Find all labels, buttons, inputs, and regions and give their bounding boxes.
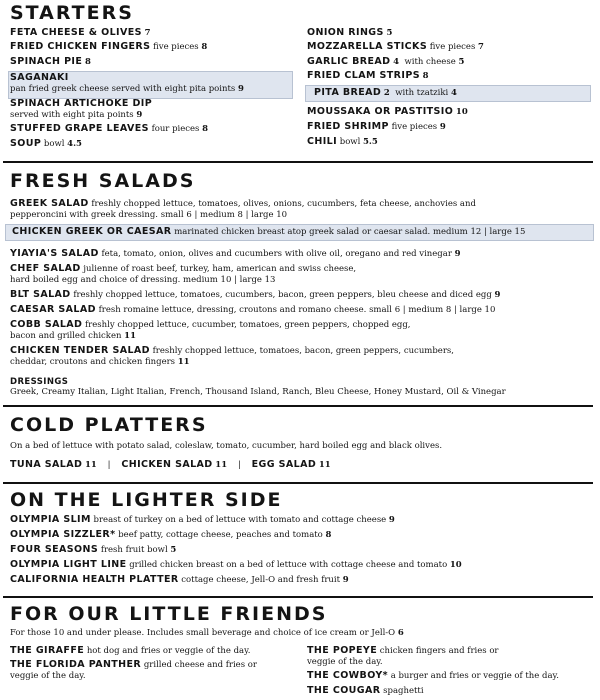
menu-item: THE FLORIDA PANTHER grilled cheese and fries or (10, 659, 257, 670)
kids-title: FOR OUR LITTLE FRIENDS (10, 603, 328, 625)
menu-item: FRIED SHRIMP five pieces 9 (307, 121, 446, 132)
menu-item: SPINACH PIE 8 (10, 56, 91, 67)
menu-item: MOUSSAKA OR PASTITSIO 10 (307, 106, 468, 117)
menu-item: CAESAR SALAD fresh romaine lettuce, dressing, croutons and romano cheese. small 6 | medium 8 | large 10 (10, 304, 496, 315)
menu-item: CALIFORNIA HEALTH PLATTER cottage cheese, Jell-O and fresh fruit 9 (10, 574, 349, 585)
menu-item: YIAYIA'S SALAD feta, tomato, onion, olives and cucumbers with olive oil, oregano and red vinegar 9 (10, 248, 461, 259)
menu-item: FRIED CHICKEN FINGERS five pieces 8 (10, 41, 208, 52)
menu-item: THE COWBOY* a burger and fries or veggie of the day. (307, 670, 559, 681)
menu-item: SOUP bowl 4.5 (10, 138, 82, 149)
menu-item: STUFFED GRAPE LEAVES four pieces 8 (10, 123, 209, 134)
menu-item: THE POPEYE chicken fingers and fries or (307, 645, 499, 656)
cold-desc: On a bed of lettuce with potato salad, coleslaw, tomato, cucumber, hard boiled egg and black olives. (10, 441, 443, 451)
salads-title: FRESH SALADS (10, 170, 196, 192)
menu-item-desc: cheddar, croutons and chicken fingers 11 (10, 357, 190, 367)
starters-title: STARTERS (10, 2, 134, 24)
kids-desc: For those 10 and under please. Includes small beverage and choice of ice cream or Jell-O 6 (10, 628, 404, 638)
menu-item: FOUR SEASONS fresh fruit bowl 5 (10, 544, 177, 555)
cold-title: COLD PLATTERS (10, 414, 208, 436)
dressings-list: Greek, Creamy Italian, Light Italian, French, Thousand Island, Ranch, Bleu Cheese, Honey Mustard, Oil & Vinegar (10, 387, 506, 397)
dressings-title: DRESSINGS (10, 377, 69, 387)
section-divider (3, 596, 593, 598)
menu-item: BLT SALAD freshly chopped lettuce, tomatoes, cucumbers, bacon, green peppers, bleu cheese and diced egg 9 (10, 289, 501, 300)
menu-item: FETA CHEESE & OLIVES 7 (10, 27, 151, 38)
section-divider (3, 405, 593, 407)
menu-item: MOZZARELLA STICKS five pieces 7 (307, 41, 484, 52)
menu-item: ONION RINGS 5 (307, 27, 393, 38)
menu-item: CHICKEN GREEK OR CAESAR marinated chicken breast atop greek salad or caesar salad. medium 12 | large 15 (12, 226, 526, 237)
menu-item-desc: pan fried greek cheese served with eight pita points 9 (10, 84, 244, 94)
menu-item: SPINACH ARTICHOKE DIP (10, 98, 153, 109)
menu-item: PITA BREAD 2 with tzatziki 4 (314, 87, 457, 98)
menu-item-desc: veggie of the day. (307, 657, 383, 667)
section-divider (3, 161, 593, 163)
menu-item: COBB SALAD freshly chopped lettuce, cucumber, tomatoes, green peppers, chopped egg, (10, 319, 411, 330)
menu-item-desc: pepperoncini with greek dressing. small 6 | medium 8 | large 10 (10, 210, 288, 220)
menu-item: OLYMPIA SIZZLER* beef patty, cottage cheese, peaches and tomato 8 (10, 529, 332, 540)
menu-item: GREEK SALAD freshly chopped lettuce, tomatoes, olives, onions, cucumbers, feta cheese, anchovies and (10, 198, 476, 209)
menu-item: GARLIC BREAD 4 with cheese 5 (307, 56, 465, 67)
cold-items: TUNA SALAD 11 | CHICKEN SALAD 11 | EGG SALAD 11 (10, 459, 331, 470)
menu-item: FRIED CLAM STRIPS 8 (307, 70, 429, 81)
menu-item-desc: bacon and grilled chicken 11 (10, 331, 136, 341)
menu-item: CHILI bowl 5.5 (307, 136, 378, 147)
section-divider (3, 482, 593, 484)
menu-item: OLYMPIA SLIM breast of turkey on a bed of lettuce with tomato and cottage cheese 9 (10, 514, 395, 525)
menu-item: SAGANAKI (10, 72, 69, 83)
menu-item: OLYMPIA LIGHT LINE grilled chicken breast on a bed of lettuce with cottage cheese and tomato 10 (10, 559, 462, 570)
lighter-title: ON THE LIGHTER SIDE (10, 489, 283, 511)
menu-item: CHICKEN TENDER SALAD freshly chopped lettuce, tomatoes, bacon, green peppers, cucumbers, (10, 345, 454, 356)
menu-item-desc: veggie of the day. (10, 671, 86, 681)
menu-item: CHEF SALAD julienne of roast beef, turkey, ham, american and swiss cheese, (10, 263, 357, 274)
menu-item: THE COUGAR spaghetti (307, 685, 424, 696)
menu-item: THE GIRAFFE hot dog and fries or veggie of the day. (10, 645, 251, 656)
menu-item-desc: served with eight pita points 9 (10, 110, 143, 120)
menu-item-desc: hard boiled egg and choice of dressing. medium 10 | large 13 (10, 275, 276, 285)
